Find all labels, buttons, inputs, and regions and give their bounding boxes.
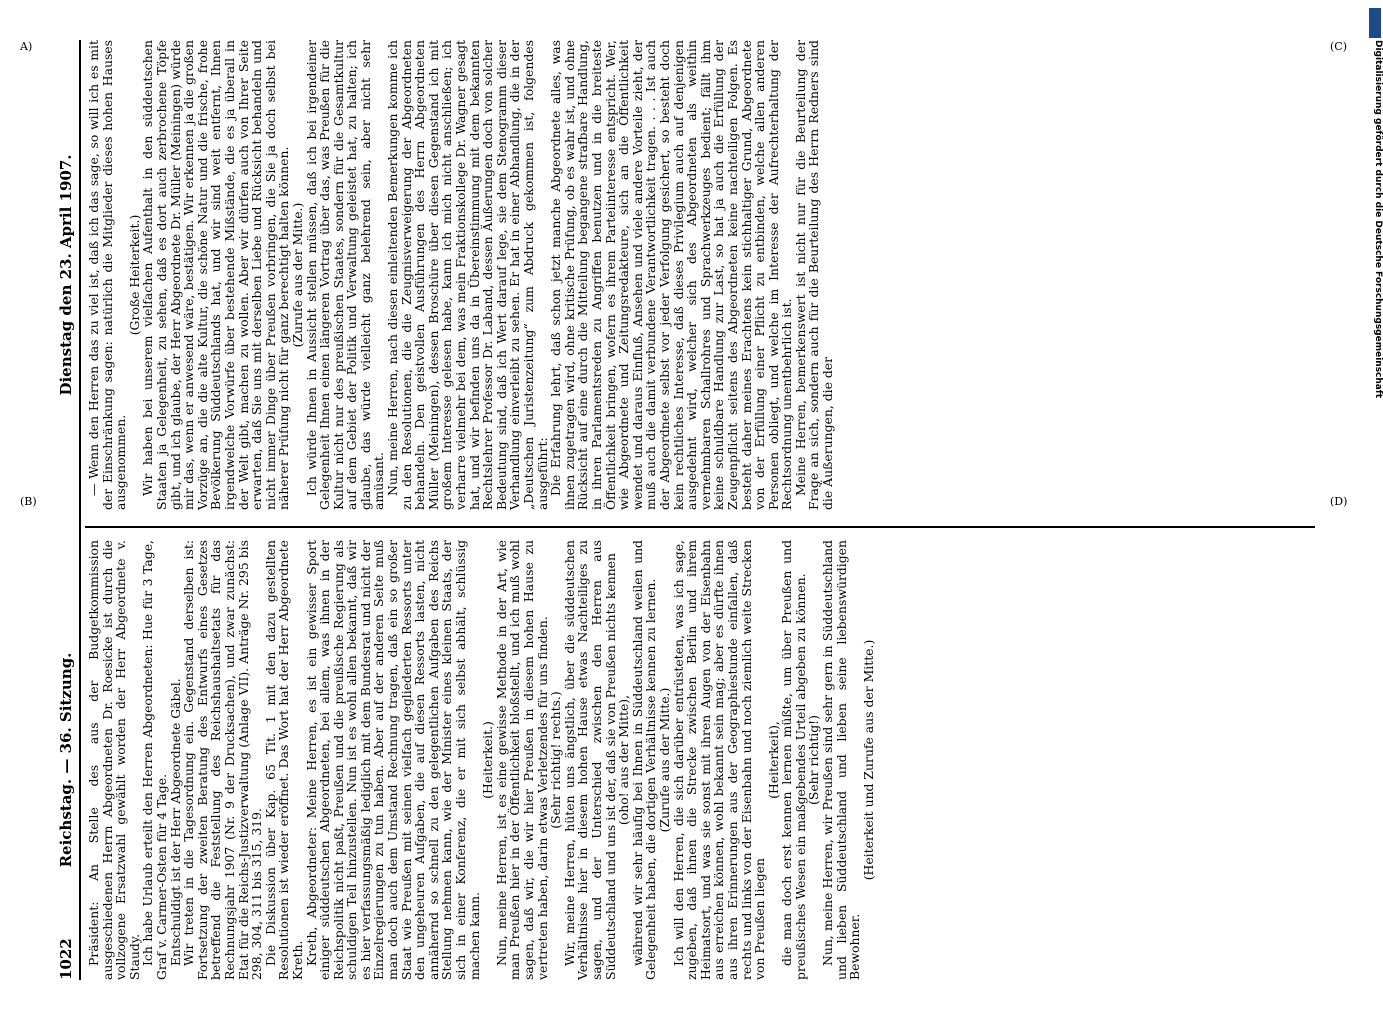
paragraph: (Heiterkeit), (765, 721, 781, 799)
paragraph: Nun, meine Herren, nach diesen einleitenden Bemerkungen komme ich zu den Resolutionen, die die Zeugnisverweigerung der Abgeordneten behandeln. Den geistvollen Ausführungen des Herrn Abgeordneten Müller (Meiningen), dessen Broschüre über diesen Gegenstand ich mit großem Interesse gelesen habe, kann ich mich nicht anschließen; ich verharre vielmehr bei dem, was mein Fraktionskollege Dr. Wagner gesagt hat, und wir befinden uns da in Übereinstimmung mit dem bekannten Rechtslehrer Professor Dr. Laband, dessen Äußerungen doch von solcher Bedeutung sind, daß ich Wert darauf lege, sie dem Stenogramm dieser Verhandlung einverleibt zu sehen. Er hat in einer Abhandlung, die in der „Deutschen Juristenzeitung“ zum Abdruck gekommen ist, folgendes ausgeführt: (385, 40, 550, 510)
side-strip (1365, 0, 1383, 1000)
digitization-credit: Digitalisierung gefördert durch die Deutsche Forschungsgemeinschaft (1373, 40, 1383, 399)
paragraph: Wir treten in die Tagesordnung ein. Gegenstand derselben ist: Fortsetzung der zweiten Beratung des Entwurfs eines Gesetzes betreffend die Feststellung des Reichshaushaltsetats für das Rechnungsjahr 1907 (Nr. 9 der Drucksachen), und zwar zunächst: Etat für die Reichs-Justizverwaltung (Anlage VII). Anträge Nr. 295 bis 298, 304, 311 bis 315, 319. (181, 540, 265, 980)
paragraph: Kreth, Abgeordneter: Meine Herren, es ist ein gewisser Sport einiger süddeutschen Abgeordneten, bei allem, was ihnen in der Reichspolitik nicht paßt, Preußen und die preußische Regierung als schuldigen Teil hinzustellen. Nun ist es wohl allen bekannt, daß wir es hier verfassungsmäßig lediglich mit dem Bundesrat und nicht der Einzelregierungen zu tun haben. Aber auf der anderen Seite muß man doch auch dem Umstand Rechnung tragen, daß ein so großer Staat wie Preußen mit seinen vielfach gegliederten Ressorts unter den ungeheuren Aufgaben, die auf diesen Ressorts lasten, nicht annähernd so schnell zu den gelegentlichen Aufgaben des Reichs Stellung nehmen kann, wie der Minister eines kleinen Staats, der sich in einer Konferenz, die er mit sich selbst abhält, schlüssig machen kann. (303, 540, 482, 980)
paragraph: (Zurufe aus der Mitte.) (656, 687, 672, 833)
paragraph: (oho! aus der Mitte), (616, 694, 632, 826)
paragraph: Die Erfahrung lehrt, daß schon jetzt manche Abgeordnete alles, was ihnen zugetragen wird, ohne kritische Prüfung, ob es wahr ist, und ohne Rücksicht auf eine durch die Mitteilung begangene strafbare Handlung, in ihren Parlamentsreden zu Angriffen benutzen und in die breiteste Öffentlichkeit bringen, wofern es ihrem Parteiinteresse entspricht. Wer, wie Abgeordnete und Zeitungsredakteure, sich an die Öffentlichkeit wendet und daraus Einfluß, Ansehen und viele andere Vorteile zieht, der muß auch die damit verbundene Verantwortlichkeit tragen. . . . Ist auch der Abgeordnete selbst vor jeder Verfolgung gesichert, so besteht doch kein rechtliches Interesse, daß dieses Privilegium auch auf denjenigen ausgedehnt wird, welcher sich des Abgeordneten als weithin vernehmbaren Schallrohres und Sprachwerkzeuges bedient; fällt ihm keine schuldbare Handlung zur Last, so hat ja auch die Erfüllung der Zeugenpflicht seitens des Abgeordneten keine nachteiligen Folgen. Es besteht daher meines Erachtens kein stichhaltiger Grund, Abgeordnete von der Erfüllung einer Pflicht zu entbinden, welche allen anderen Personen obliegt, und welche im Interesse der Aufrechterhaltung der Rechtsordnung unentbehrlich ist. (548, 40, 795, 510)
paragraph: Präsident: An Stelle des aus der Budgetkommission ausgeschiedenen Herrn Abgeordneten Dr. Roesicke ist durch die vollzogene Ersatzwahl gewählt worden der Herr Abgeordnete v. Staudy. (86, 540, 142, 980)
paragraph: (Sehr richtig!) (806, 715, 822, 805)
margin-mark-a: A) (20, 40, 33, 53)
paragraph: (Große Heiterkeit.) (126, 214, 142, 336)
paragraph: die man doch erst kennen lernen müßte, um über Preußen und preußisches Wesen ein maßgebendes Urteil abgeben zu können. (779, 540, 808, 980)
paragraph: (Zurufe aus der Mitte.) (289, 202, 305, 348)
paragraph: (Heiterkeit.) (480, 721, 496, 799)
paragraph: Ich würde Ihnen in Aussicht stellen müssen, daß ich bei irgendeiner Gelegenheit Ihnen einen längeren Vortrag über das, was Preußen für die Kultur nicht nur des preußischen Staates, sondern für die Gesamtkultur auf dem Gebiet der Politik und Verwaltung geleistet hat, zu halten; ich glaube, das würde vielleicht ganz belehrend sein, aber nicht sehr amüsant. (303, 40, 387, 510)
paragraph: (Heiterkeit und Zurufe aus der Mitte.) (860, 639, 876, 881)
header-left-title: Reichstag. — 36. Sitzung. (57, 652, 75, 868)
column-left (87, 540, 875, 980)
page-content (55, 40, 1355, 980)
paragraph: Ich habe Urlaub erteilt den Herren Abgeordneten: Hue für 3 Tage, Graf v. Carmer-Osten für 4 Tage. (140, 540, 169, 980)
page-number: 1022 (57, 938, 75, 980)
header-rule (79, 40, 81, 980)
paragraph: Wir haben bei unserem vielfachen Aufenthalt in den süddeutschen Staaten ja Gelegenheit, zu sehen, daß es dort auch zerbrochene Töpfe gibt, und ich glaube, der Herr Abgeordnete Dr. Müller (Meiningen) würde mir das, wenn er anwesend wäre, bestätigen. Wir erkennen ja die großen Vorzüge an, die die alte Kultur, die schöne Natur und die frische, frohe Bevölkerung Süddeutschlands hat, und wir sind weit entfernt, Ihnen irgendwelche Vorwürfe über bestehende Mißstände, die es ja überall in der Welt gibt, machen zu wollen. Aber wir dürfen auch von Ihrer Seite erwarten, daß Sie uns mit derselben Liebe und Rücksicht behandeln und nicht immer Dinge über Preußen vorbringen, die Sie ja doch selbst bei näherer Prüfung nicht für ganz berechtigt halten können. (140, 40, 292, 510)
paragraph: während wir sehr häufig bei Ihnen in Süddeutschland weilen und Gelegenheit haben, die dortigen Verhältnisse kennen zu lernen. (629, 540, 659, 980)
paragraph: Ich will den Herren, die sich darüber entrüsteten, was ich sage, zugeben, daß ihnen die Strecke zwischen Berlin und ihrem Heimatsort, und was sie sonst mit ihren Augen von der Eisenbahn aus erreichen können, wohl bekannt sein mag; aber es dürfte ihnen aus ihren Erinnerungen aus der Geographiestunde einfallen, daß rechts und links von der Eisenbahn und noch ziemlich weite Strecken von Preußen liegen (670, 540, 768, 980)
paragraph: Nun, meine Herren, ist es eine gewisse Methode in der Art, wie man Preußen hier in der Öffentlichkeit bloßstellt, und ich muß wohl sagen, daß wir, die wir hier Preußen in diesem hohen Hause zu vertreten haben, darin etwas Verletzendes für uns finden. (493, 540, 550, 980)
margin-mark-d: (D) (1330, 495, 1348, 508)
margin-mark-b: (B) (20, 495, 37, 508)
paragraph: — Wenn den Herren das zu viel ist, daß ich das sage, so will ich es mit der Einschränkung sagen: natürlich die Mitglieder dieses hohen Hauses ausgenommen. (86, 40, 129, 510)
paragraph: Entschuldigt ist der Herr Abgeordnete Gäbel. (167, 678, 183, 966)
page-header (55, 40, 81, 980)
paragraph: (Sehr richtig! rechts.) (548, 691, 564, 829)
header-right-title: Dienstag den 23. April 1907. (57, 154, 75, 396)
paragraph: Die Diskussion über Kap. 65 Tit. 1 mit den dazu gestellten Resolutionen ist wieder eröffnet. Das Wort hat der Herr Abgeordnete Kreth. (262, 540, 305, 980)
paragraph: Nun, meine Herren, wir Preußen sind sehr gern in Süddeutschland und lieben Süddeutschland und lieben seine liebenswürdigen Bewohner. (820, 540, 863, 980)
column-right (87, 40, 835, 510)
paragraph: Meine Herren, bemerkenswert ist nicht nur für die Beurteilung der Frage an sich, sondern auch für die Beurteilung des Herrn Redners sind die Äußerungen, die der (792, 40, 836, 510)
column-divider (85, 526, 1315, 528)
margin-mark-c: (C) (1330, 40, 1347, 53)
paragraph: Wir, meine Herren, hüten uns ängstlich, über die süddeutschen Verhältnisse hier in diesem hohen Hause etwas Nachteiliges zu sagen, und der Unterschied zwischen den Herren aus Süddeutschland und uns ist der, daß sie von Preußen nichts kennen (561, 540, 618, 980)
